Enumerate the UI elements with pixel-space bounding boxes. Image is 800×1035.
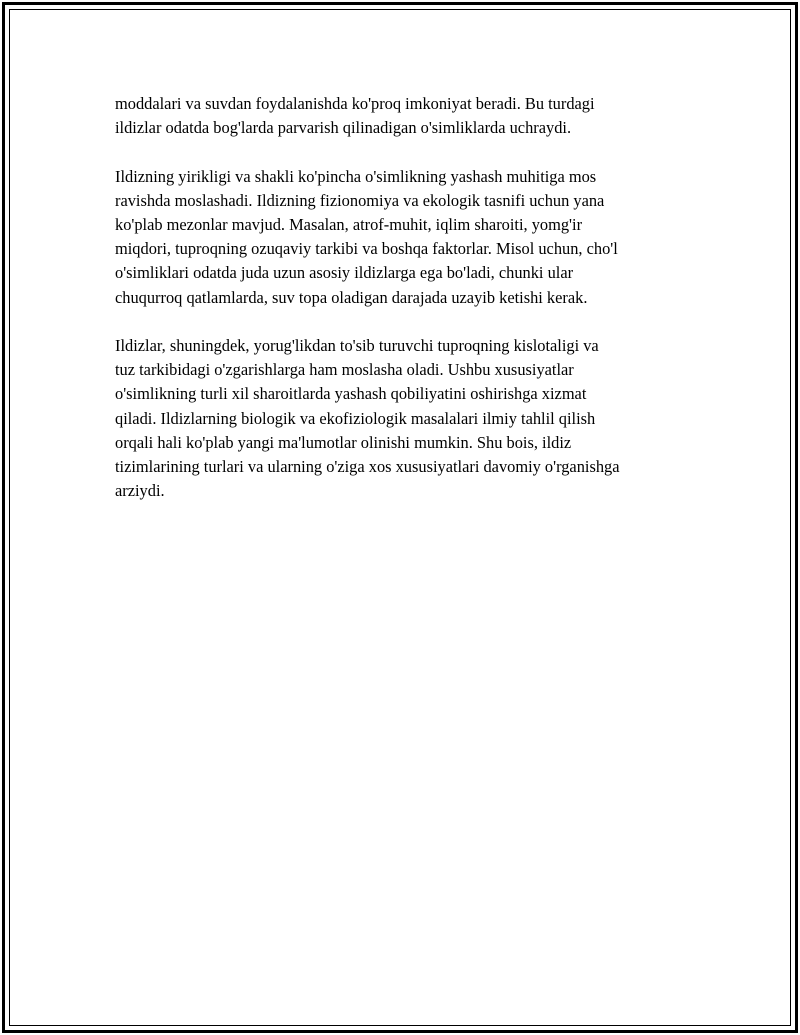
paragraph-1: moddalari va suvdan foydalanishda ko'proq imkoniyat beradi. Bu turdagi ildizlar odatda bog'larda parvarish qilinadigan o'simliklarda uchraydi. — [115, 94, 595, 138]
paragraph-2: Ildizning yirikligi va shakli ko'pincha o'simlikning yashash muhitiga mos ravishda moslashadi. Ildizning fizionomiya va ekologik tasnifi uchun yana ko'plab mezonlar mavjud. Masalan, atrof-muhit, iqlim sharoiti, yomg'ir miqdori, tuproqning ozuqaviy tarkibi va boshqa faktorlar. Misol uchun, cho'l o'simliklari odatda juda uzun asosiy ildizlarga ega bo'ladi, chunki ular chuqurroq qatlamlarda, suv topa oladigan darajada uzayib ketishi kerak. — [115, 166, 618, 307]
paragraph-3: Ildizlar, shuningdek, yorug'likdan to'sib turuvchi tuproqning kislotaligi va tuz tarkibidagi o'zgarishlarga ham moslasha oladi. Ushbu xususiyatlar o'simlikning turli xil sharoitlarda yashash qobiliyatini oshirishga xizmat qiladi. Ildizlarning biologik va ekofiziologik masalalari ilmiy tahlil qilish orqali hali ko'plab yangi ma'lumotlar olinishi mumkin. Shu bois, ildiz tizimlarining turlari va ularning o'ziga xos xususiyatlari davomiy o'rganishga arziydi. — [115, 336, 620, 501]
document-body — [115, 92, 695, 528]
